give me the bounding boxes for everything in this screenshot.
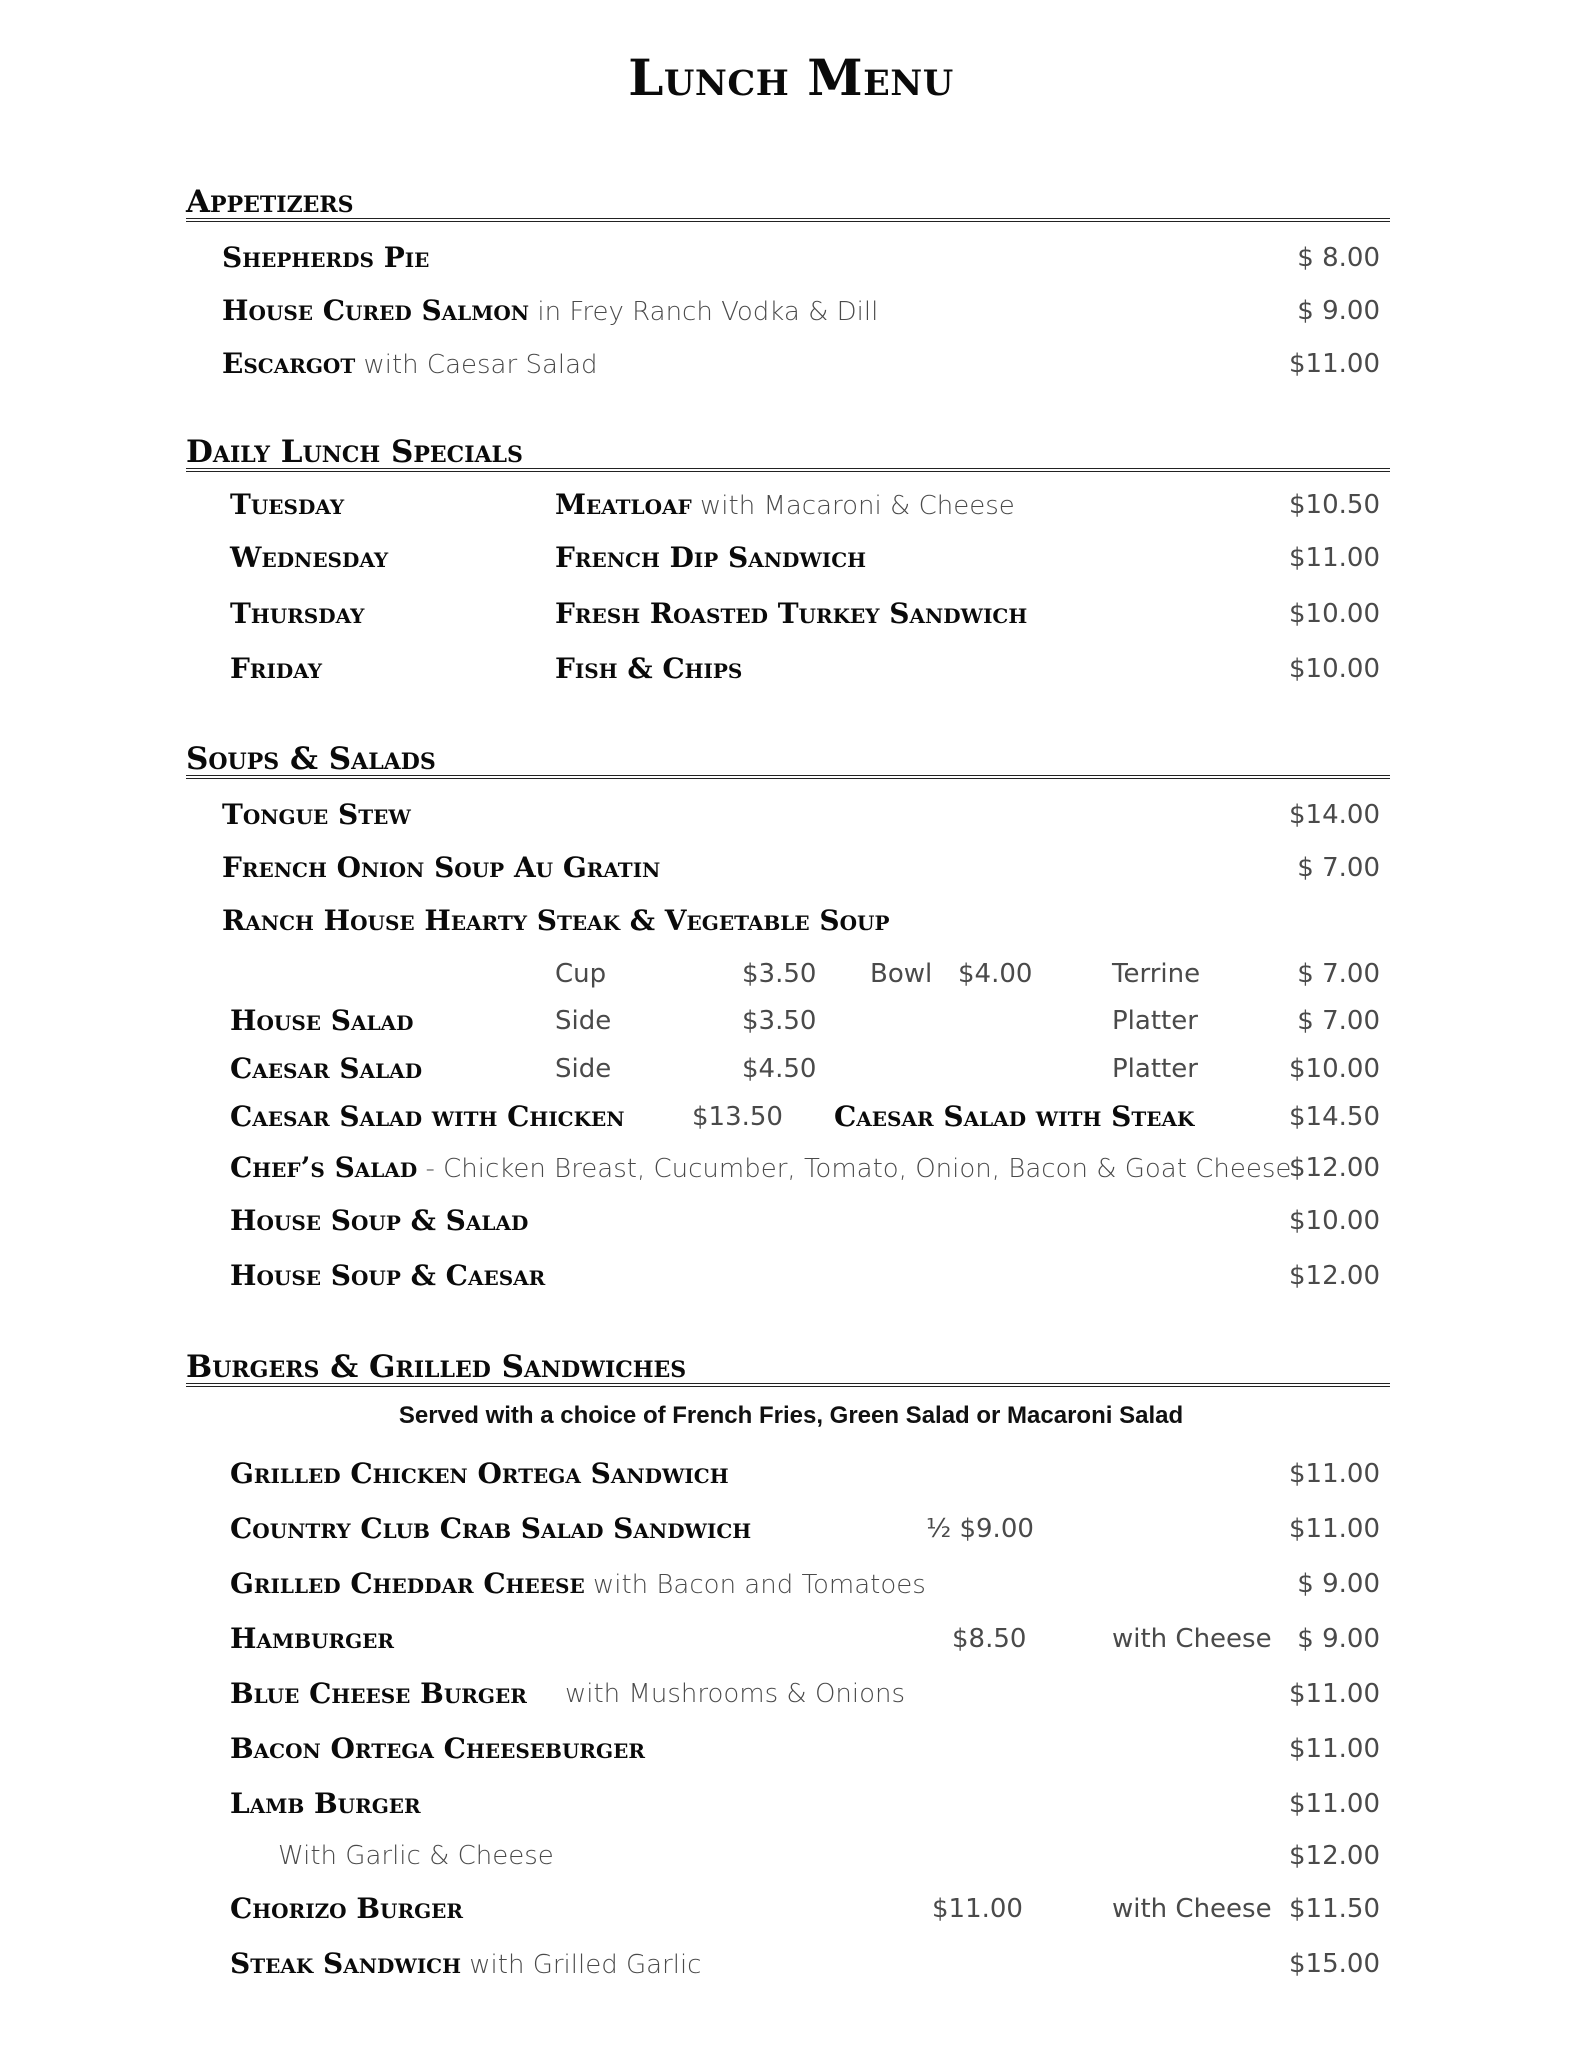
special-day: Tuesday bbox=[230, 488, 345, 521]
menu-item-steak-sandwich bbox=[0, 1940, 1582, 1988]
bowl-price: $4.00 bbox=[958, 959, 1033, 989]
item-name: House Soup & Caesar bbox=[230, 1259, 546, 1292]
item-price: $12.00 bbox=[1289, 1261, 1380, 1291]
item-price: $11.00 bbox=[1289, 543, 1380, 573]
item-price: $11.00 bbox=[1289, 1734, 1380, 1764]
with-cheese-label: with Cheese bbox=[1112, 1894, 1272, 1924]
item-name: Lamb Burger bbox=[230, 1787, 421, 1820]
item-name: Chef’s Salad bbox=[230, 1151, 418, 1184]
item-description: - Chicken Breast, Cucumber, Tomato, Onion, Bacon & Goat Cheese bbox=[417, 1154, 1292, 1184]
menu-item-lamb-burger bbox=[0, 1780, 1582, 1828]
caesar-steak-name: Caesar Salad with Steak bbox=[834, 1100, 1195, 1133]
item-name: Meatloaf bbox=[555, 488, 692, 521]
platter-label: Platter bbox=[1112, 1006, 1198, 1036]
served-with-note: Served with a choice of French Fries, Green Salad or Macaroni Salad bbox=[398, 1402, 1184, 1429]
menu-item-house-cured-salmon bbox=[0, 287, 1582, 335]
item-price: $ 8.00 bbox=[1297, 243, 1380, 273]
platter-price: $ 7.00 bbox=[1297, 1006, 1380, 1036]
item-price: $11.00 bbox=[1289, 1459, 1380, 1489]
item-text bbox=[555, 481, 1015, 534]
special-day: Thursday bbox=[230, 597, 365, 630]
menu-item-blue-cheese-burger bbox=[0, 1670, 1582, 1718]
section-title: Burgers & Grilled Sandwiches bbox=[186, 1349, 687, 1385]
item-name: Chorizo Burger bbox=[230, 1892, 464, 1925]
item-description: with Bacon and Tomatoes bbox=[584, 1570, 926, 1600]
item-price: $14.00 bbox=[1289, 800, 1380, 830]
item-name: Ranch House Hearty Steak & Vegetable Soup bbox=[222, 904, 890, 937]
item-name: Fresh Roasted Turkey Sandwich bbox=[555, 597, 1028, 630]
menu-item-escargot bbox=[0, 340, 1582, 388]
menu-item-french-onion-soup bbox=[0, 844, 1582, 892]
item-name: French Dip Sandwich bbox=[555, 541, 867, 574]
item-price: $10.00 bbox=[1289, 654, 1380, 684]
item-name: Grilled Cheddar Cheese bbox=[230, 1567, 585, 1600]
menu-item-chorizo-burger bbox=[0, 1885, 1582, 1933]
menu-item-chefs-salad bbox=[0, 1144, 1582, 1192]
item-name: Escargot bbox=[222, 347, 356, 380]
item-price: $11.50 bbox=[1289, 1894, 1380, 1924]
item-name: Tongue Stew bbox=[222, 798, 411, 831]
item-text bbox=[222, 287, 878, 340]
item-option: With Garlic & Cheese bbox=[278, 1841, 554, 1871]
item-price: $15.00 bbox=[1289, 1949, 1380, 1979]
page-title: Lunch Menu bbox=[628, 48, 954, 107]
menu-item-grilled-chicken-ortega bbox=[0, 1450, 1582, 1498]
base-price: $11.00 bbox=[932, 1894, 1023, 1924]
side-price: $3.50 bbox=[742, 1006, 817, 1036]
menu-item-house-salad bbox=[0, 997, 1582, 1045]
item-name: Country Club Crab Salad Sandwich bbox=[230, 1512, 752, 1545]
section-title: Daily Lunch Specials bbox=[186, 434, 523, 470]
terrine-price: $ 7.00 bbox=[1297, 959, 1380, 989]
base-price: $8.50 bbox=[952, 1624, 1027, 1654]
item-price: $10.00 bbox=[1289, 599, 1380, 629]
item-name: Blue Cheese Burger bbox=[230, 1677, 527, 1710]
menu-item-caesar-salad bbox=[0, 1045, 1582, 1093]
side-price: $4.50 bbox=[742, 1054, 817, 1084]
bowl-label: Bowl bbox=[870, 959, 933, 989]
special-day: Wednesday bbox=[230, 541, 389, 574]
special-friday bbox=[0, 645, 1582, 693]
item-price: $ 9.00 bbox=[1297, 1569, 1380, 1599]
menu-item-house-soup-salad bbox=[0, 1197, 1582, 1245]
item-price: $12.00 bbox=[1289, 1841, 1380, 1871]
item-price: $11.00 bbox=[1289, 1514, 1380, 1544]
menu-item-crab-salad-sandwich bbox=[0, 1505, 1582, 1553]
item-price: $11.00 bbox=[1289, 1679, 1380, 1709]
item-name: Shepherds Pie bbox=[222, 241, 430, 274]
item-description: with Mushrooms & Onions bbox=[565, 1679, 906, 1709]
item-price: $11.00 bbox=[1289, 349, 1380, 379]
item-name: Caesar Salad bbox=[230, 1052, 423, 1085]
item-text bbox=[230, 1940, 701, 1993]
item-price: $12.00 bbox=[1289, 1153, 1380, 1183]
item-price: $11.00 bbox=[1289, 1789, 1380, 1819]
item-name: House Cured Salmon bbox=[222, 294, 530, 327]
terrine-label: Terrine bbox=[1112, 959, 1201, 989]
side-label: Side bbox=[555, 1006, 612, 1036]
menu-item-grilled-cheddar bbox=[0, 1560, 1582, 1608]
half-price: ½ $9.00 bbox=[926, 1514, 1034, 1544]
item-name: Fish & Chips bbox=[555, 652, 743, 685]
item-name: French Onion Soup Au Gratin bbox=[222, 851, 661, 884]
special-tuesday bbox=[0, 481, 1582, 529]
section-heading-daily-specials bbox=[186, 430, 1390, 472]
menu-item-lamb-garlic-cheese bbox=[0, 1832, 1582, 1880]
item-description: in Frey Ranch Vodka & Dill bbox=[529, 297, 879, 327]
menu-item-ranch-house-soup bbox=[0, 897, 1582, 945]
section-title: Soups & Salads bbox=[186, 741, 436, 777]
section-title: Appetizers bbox=[186, 184, 354, 220]
cup-label: Cup bbox=[555, 959, 607, 989]
item-name: Bacon Ortega Cheeseburger bbox=[230, 1732, 645, 1765]
platter-label: Platter bbox=[1112, 1054, 1198, 1084]
menu-item-caesar-combos bbox=[0, 1093, 1582, 1141]
special-day: Friday bbox=[230, 652, 322, 685]
section-heading-soups-salads bbox=[186, 737, 1390, 779]
item-name: Hamburger bbox=[230, 1622, 395, 1655]
item-text bbox=[230, 1144, 1291, 1197]
cup-price: $3.50 bbox=[742, 959, 817, 989]
menu-item-shepherds-pie bbox=[0, 234, 1582, 282]
caesar-chicken-name: Caesar Salad with Chicken bbox=[230, 1100, 625, 1133]
item-price: $ 9.00 bbox=[1297, 1624, 1380, 1654]
menu-item-tongue-stew bbox=[0, 791, 1582, 839]
caesar-chicken-price: $13.50 bbox=[692, 1102, 783, 1132]
caesar-steak-price: $14.50 bbox=[1289, 1102, 1380, 1132]
menu-item-bacon-ortega-cheeseburger bbox=[0, 1725, 1582, 1773]
item-text bbox=[230, 1560, 926, 1613]
item-name: House Salad bbox=[230, 1004, 414, 1037]
section-heading-appetizers bbox=[186, 180, 1390, 222]
platter-price: $10.00 bbox=[1289, 1054, 1380, 1084]
item-price: $ 7.00 bbox=[1297, 853, 1380, 883]
item-name: Steak Sandwich bbox=[230, 1947, 461, 1980]
item-name: Grilled Chicken Ortega Sandwich bbox=[230, 1457, 729, 1490]
soup-size-options bbox=[0, 950, 1582, 998]
item-description: with Grilled Garlic bbox=[461, 1950, 702, 1980]
special-wednesday bbox=[0, 534, 1582, 582]
item-name: House Soup & Salad bbox=[230, 1204, 529, 1237]
item-description: with Caesar Salad bbox=[355, 350, 598, 380]
item-price: $ 9.00 bbox=[1297, 296, 1380, 326]
item-text bbox=[222, 340, 598, 393]
menu-item-hamburger bbox=[0, 1615, 1582, 1663]
side-label: Side bbox=[555, 1054, 612, 1084]
special-thursday bbox=[0, 590, 1582, 638]
item-description: with Macaroni & Cheese bbox=[691, 491, 1015, 521]
section-heading-burgers bbox=[186, 1345, 1390, 1387]
with-cheese-label: with Cheese bbox=[1112, 1624, 1272, 1654]
menu-item-house-soup-caesar bbox=[0, 1252, 1582, 1300]
item-price: $10.50 bbox=[1289, 490, 1380, 520]
item-price: $10.00 bbox=[1289, 1206, 1380, 1236]
